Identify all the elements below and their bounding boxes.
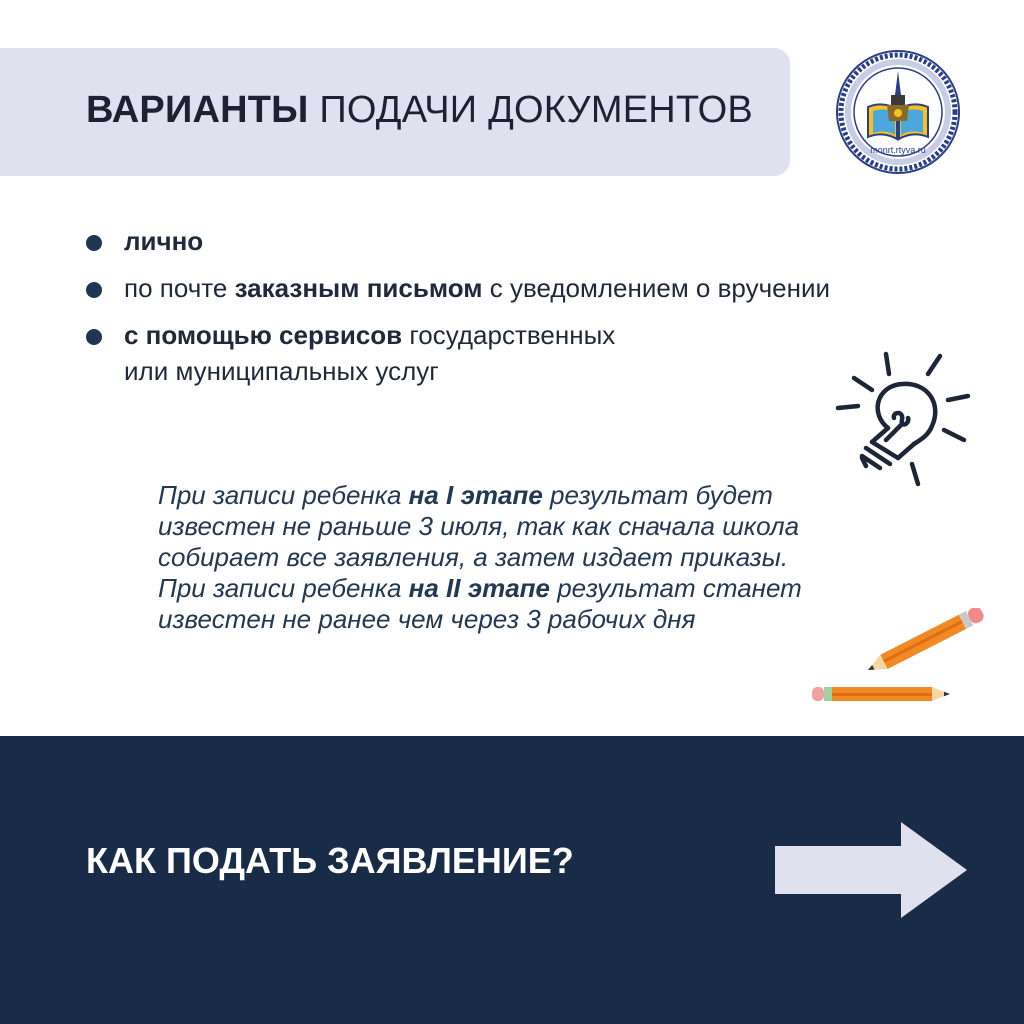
option-bold: лично <box>124 226 204 256</box>
bullet-icon <box>86 329 102 345</box>
option-bold: с помощью сервисов <box>124 320 403 350</box>
logo-caption: monrt.rtyva.ru <box>870 145 926 155</box>
note-text: При записи ребенка <box>158 480 409 510</box>
list-item <box>82 223 203 259</box>
note-line <box>158 480 918 511</box>
note-text: При записи ребенка <box>158 573 409 603</box>
page-title-rest: ПОДАЧИ ДОКУМЕНТОВ <box>308 89 753 131</box>
page-title <box>86 84 753 136</box>
option-bold: заказным письмом <box>234 273 483 303</box>
pencils-icon <box>810 608 1000 708</box>
note-text: результат станет <box>550 573 802 603</box>
bullet-icon <box>86 235 102 251</box>
note-line: известен не раньше 3 июля, так как сначала школа <box>158 511 800 541</box>
note-bold: на I этапе <box>408 480 543 510</box>
option-rest: с уведомлением о вручении <box>482 273 831 303</box>
note-text: результат будет <box>542 480 773 510</box>
arrow-right-icon[interactable] <box>775 822 967 918</box>
note-line: известен не ранее чем через 3 рабочих дня <box>158 604 696 634</box>
enrollment-note <box>158 480 918 635</box>
list-item <box>82 270 830 306</box>
note-line: собирает все заявления, а затем издает приказы. <box>158 542 789 572</box>
how-to-apply-heading: КАК ПОДАТЬ ЗАЯВЛЕНИЕ? <box>86 840 574 881</box>
note-line <box>158 573 918 604</box>
ministry-logo-icon <box>835 49 961 175</box>
option-line2: или муниципальных услуг <box>124 356 439 386</box>
option-pre: по почте <box>124 273 235 303</box>
option-rest: государственных <box>402 320 616 350</box>
light-bulb-icon <box>832 344 982 494</box>
note-bold: на II этапе <box>408 573 550 603</box>
list-item <box>82 317 615 389</box>
page-title-bold: ВАРИАНТЫ <box>86 89 309 131</box>
bullet-icon <box>86 282 102 298</box>
